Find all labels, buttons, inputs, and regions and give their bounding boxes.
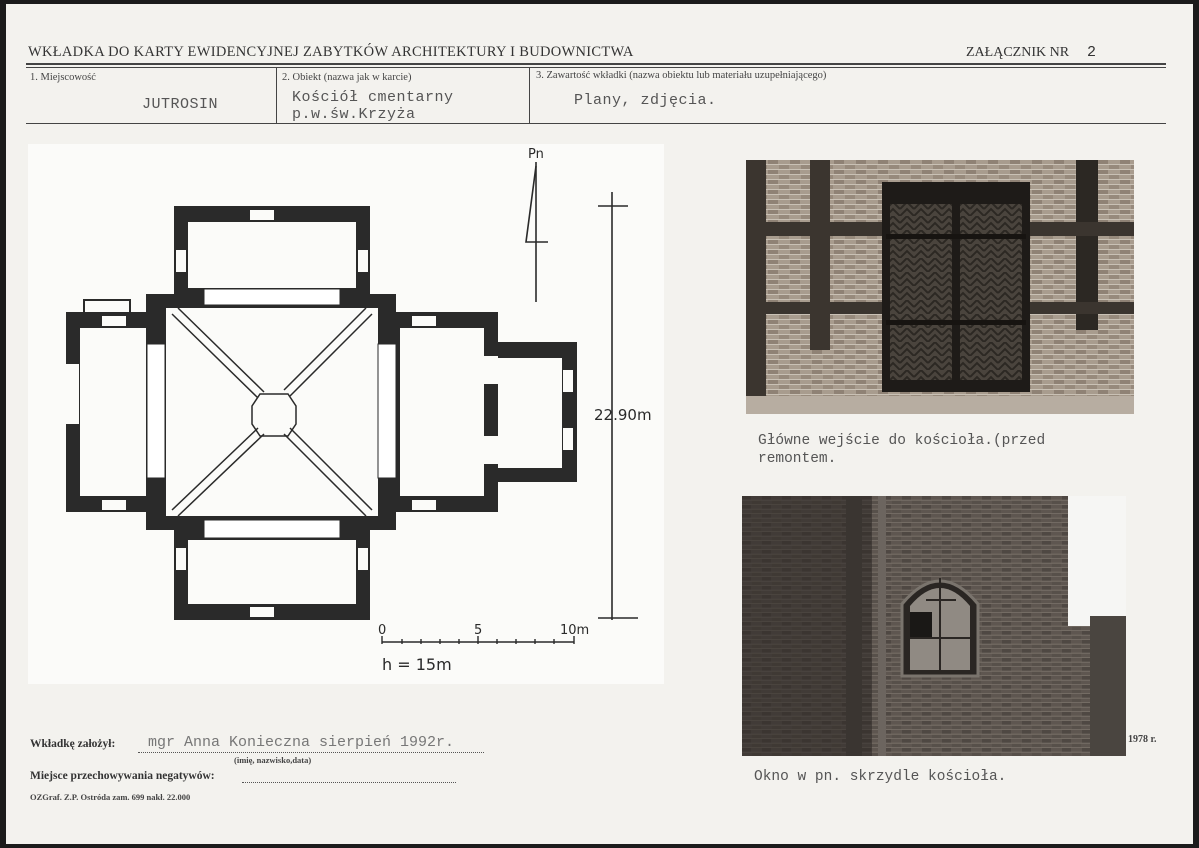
record-sheet: [6, 4, 1193, 844]
founder-hint: (imię, nazwisko,data): [234, 755, 312, 765]
scale-tick-5: 5: [474, 623, 483, 638]
caption-main-entrance: [758, 432, 1045, 468]
contents-label: 3. Zawartość wkładki (nazwa obiektu lub materiału uzupełniającego): [536, 70, 827, 81]
plan-stair: [84, 300, 130, 314]
object-label: 2. Obiekt (nazwa jak w karcie): [282, 72, 412, 83]
scale-tick-10: 10m: [560, 623, 590, 638]
height-label: h = 15m: [382, 655, 452, 674]
caption-line: remontem.: [758, 451, 837, 467]
founder-value: mgr Anna Konieczna sierpień 1992r.: [148, 734, 455, 751]
field-divider: [276, 68, 277, 124]
photo-main-entrance: [746, 160, 1134, 414]
caption-north-window: Okno w pn. skrzydle kościoła.: [754, 769, 1007, 785]
photo-north-window: [742, 496, 1126, 756]
photo-window-image: [742, 496, 1126, 756]
locality-value: JUTROSIN: [142, 96, 219, 113]
negatives-label: Miejsce przechowywania negatywów:: [30, 770, 215, 782]
annex-number: 2: [1087, 44, 1097, 61]
annex-label: [966, 44, 1096, 61]
negatives-dotline: [242, 782, 456, 783]
scale-tick-0: 0: [378, 623, 387, 638]
locality-label: 1. Miejscowość: [30, 72, 96, 83]
header-rule-thin: [26, 67, 1166, 68]
floor-plan-svg: [28, 144, 664, 684]
photo-door-image: [746, 160, 1134, 414]
fields-bottom-rule: [26, 123, 1166, 124]
object-value-line1: Kościół cmentarny: [292, 89, 454, 106]
header-rule: [26, 63, 1166, 65]
sheet-title: WKŁADKA DO KARTY EWIDENCYJNEJ ZABYTKÓW ARCHITEKTURY I BUDOWNICTWA: [28, 44, 634, 60]
annex-label-text: ZAŁĄCZNIK NR: [966, 45, 1070, 60]
founder-label: Wkładkę założył:: [30, 738, 116, 750]
dimension-label: 22.90m: [594, 406, 652, 424]
north-arrow: [526, 162, 548, 302]
printer-info: OZGraf. Z.P. Ostróda zam. 699 nakł. 22.000: [30, 792, 191, 802]
field-divider: [529, 68, 530, 124]
floor-plan-drawing: [28, 144, 664, 684]
north-label: Pn: [528, 147, 544, 162]
contents-value: Plany, zdjęcia.: [574, 92, 717, 109]
caption-line: Główne wejście do kościoła.(przed: [758, 433, 1046, 449]
photo-year: 1978 r.: [1128, 734, 1157, 745]
founder-dotline: [138, 752, 484, 753]
object-value-line2: p.w.św.Krzyża: [292, 106, 416, 123]
